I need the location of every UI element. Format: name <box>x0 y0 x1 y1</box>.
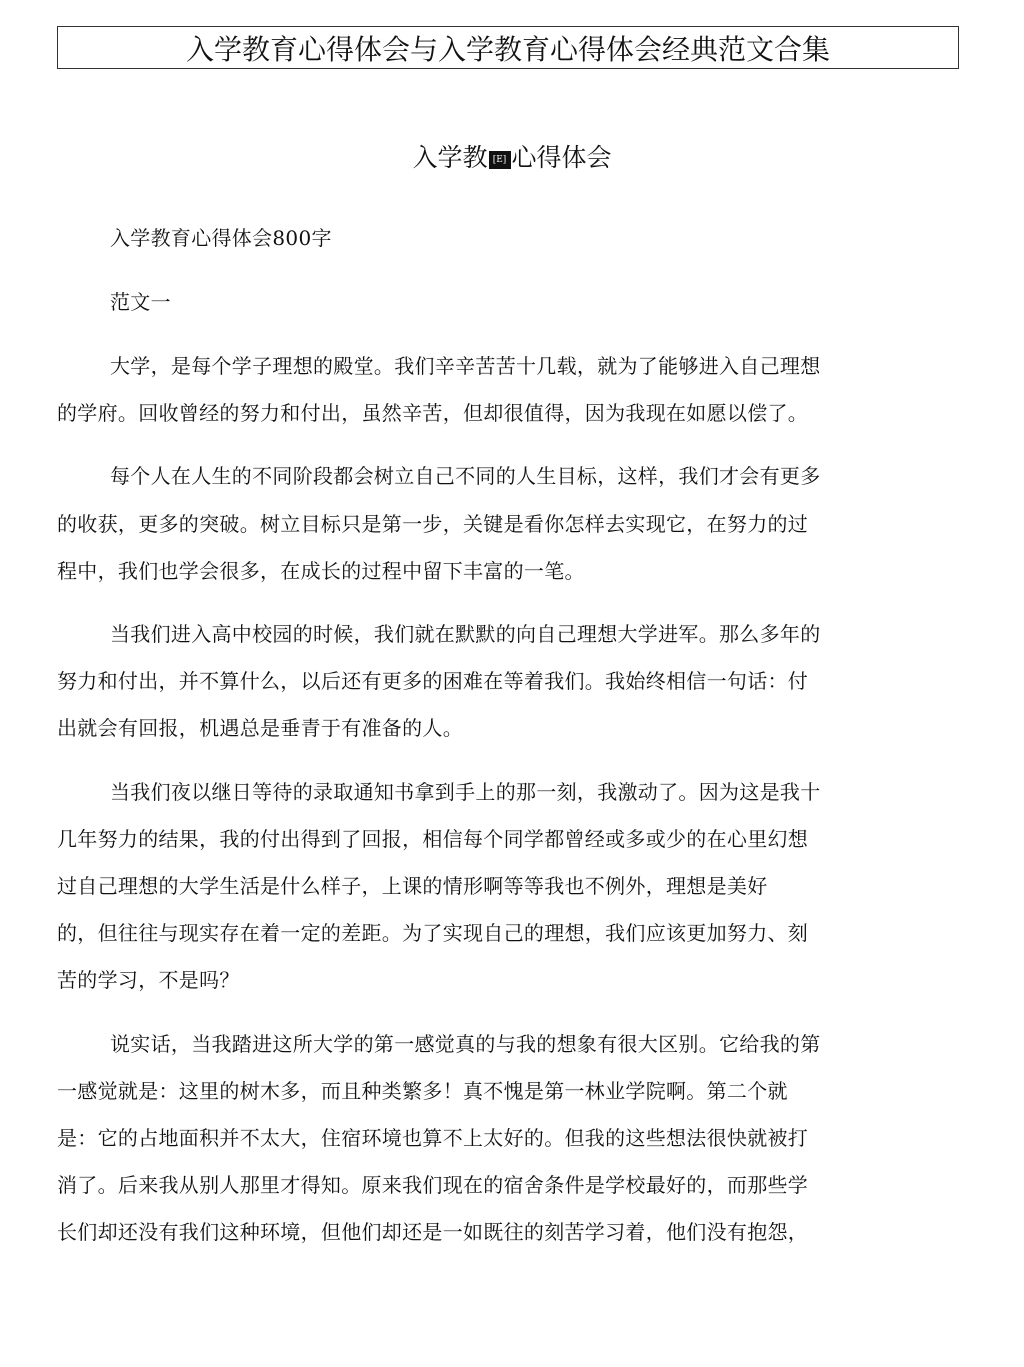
paragraph-4-line-1: 当我们夜以继日等待的录取通知书拿到手上的那一刻，我激动了。因为这是我十 <box>110 780 821 804</box>
paragraph-4-line-4: 的，但往往与现实存在着一定的差距。为了实现自己的理想，我们应该更加努力、刻 <box>57 921 809 945</box>
paragraph-5-line-1: 说实话，当我踏进这所大学的第一感觉真的与我的想象有很大区别。它给我的第 <box>110 1032 821 1056</box>
document-title <box>0 138 1024 174</box>
header-box <box>57 26 959 69</box>
paragraph-2-line-1: 每个人在人生的不同阶段都会树立自己不同的人生目标，这样，我们才会有更多 <box>110 464 821 488</box>
paragraph-3-line-1: 当我们进入高中校园的时候，我们就在默默的向自己理想大学进军。那么多年的 <box>110 622 821 646</box>
subtitle: 入学教育心得体会800字 <box>110 226 332 250</box>
paragraph-3-line-2: 努力和付出，并不算什么，以后还有更多的困难在等着我们。我始终相信一句话：付 <box>57 669 809 693</box>
paragraph-2-line-2: 的收获，更多的突破。树立目标只是第一步，关键是看你怎样去实现它，在努力的过 <box>57 512 809 536</box>
paragraph-2-line-3: 程中，我们也学会很多，在成长的过程中留下丰富的一笔。 <box>57 559 585 583</box>
sample-label: 范文一 <box>110 290 171 314</box>
document-title-part-1: 入学教 <box>412 143 488 172</box>
paragraph-4-line-5: 苦的学习，不是吗？ <box>57 968 240 992</box>
paragraph-4-line-3: 过自己理想的大学生活是什么样子，上课的情形啊等等我也不例外，理想是美好 <box>57 874 768 898</box>
redaction-mark-icon: [E] <box>489 151 511 169</box>
paragraph-5-line-4: 消了。后来我从别人那里才得知。原来我们现在的宿舍条件是学校最好的，而那些学 <box>57 1173 809 1197</box>
paragraph-5-line-5: 长们却还没有我们这种环境，但他们却还是一如既往的刻苦学习着，他们没有抱怨， <box>57 1220 809 1244</box>
header-title: 入学教育心得体会与入学教育心得体会经典范文合集 <box>185 32 830 66</box>
document-title-part-2: 心得体会 <box>511 143 612 172</box>
paragraph-1-line-2: 的学府。回收曾经的努力和付出，虽然辛苦，但却很值得，因为我现在如愿以偿了。 <box>57 401 809 425</box>
paragraph-5-line-2: 一感觉就是：这里的树木多，而且种类繁多！真不愧是第一林业学院啊。第二个就 <box>57 1079 788 1103</box>
paragraph-1-line-1: 大学，是每个学子理想的殿堂。我们辛辛苦苦十几载，就为了能够进入自己理想 <box>110 354 821 378</box>
paragraph-5-line-3: 是：它的占地面积并不太大，住宿环境也算不上太好的。但我的这些想法很快就被打 <box>57 1126 809 1150</box>
paragraph-4-line-2: 几年努力的结果，我的付出得到了回报，相信每个同学都曾经或多或少的在心里幻想 <box>57 827 809 851</box>
paragraph-3-line-3: 出就会有回报，机遇总是垂青于有准备的人。 <box>57 716 463 740</box>
